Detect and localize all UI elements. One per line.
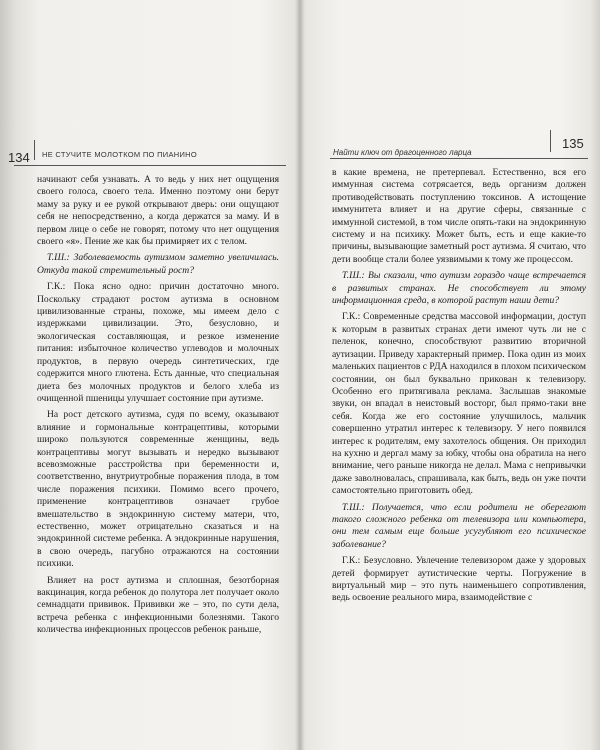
right-header-divider: [550, 130, 551, 152]
paragraph: Влияет на рост аутизма и сплошная, безотборная вакцинация, когда ребенок до полутора лет получает около семнадцати прививок. Прививки же – это, по сути дела, встреча ребенка с инфекционными болезнями. Такого количества инфекционных процессов ребенок раньше,: [37, 574, 279, 636]
paragraph: На рост детского аутизма, судя по всему, оказывают влияние и гормональные контрацептивы, которыми широко пользуются современные женщины, ведь контрацептивы могут вызывать и нередко вызывают всевозможные расстройства при беременности и, соответственно, внутриутробные поражения плода, в том числе поражения психики. Помимо всего прочего, применение контрацептивов означает грубое вмешательство в эндокринную систему матери, что, естественно, может отрицательно сказаться и на эндокринной системе ребенка. А эндокринные нарушения, в свою очередь, пагубно отражаются на состоянии психики.: [37, 409, 279, 570]
right-running-head: Найти ключ от драгоценного ларца: [333, 148, 472, 157]
left-header-rule: [14, 165, 286, 166]
left-body-text: [37, 174, 279, 641]
question-paragraph: Т.Ш.: Получается, что если родители не оберегают такого сложного ребенка от телевизора или компьютера, они тем самым еще больше усугубляют его психическое заболевание?: [332, 501, 586, 550]
question-paragraph: Т.Ш.: Вы сказали, что аутизм гораздо чаще встречается в развитых странах. Не способствует ли этому информационная среда, в которой растут наши дети?: [332, 270, 586, 307]
right-page: [300, 0, 600, 750]
paragraph: начинают себя узнавать. А то ведь у них нет ощущения своего голоса, своего тела. Именно поэтому они берут маму за руку и ее рукой открывают дверь: они ощущают себя не непосредственно, а когда держатся за маму. И в первом лице о себе не говорят, потому что нет ощущения своего «я». Пение же как бы примиряет их с телом.: [37, 174, 279, 248]
right-page-number: 135: [562, 136, 584, 151]
paragraph: Г.К.: Современные средства массовой информации, доступ к которым в развитых странах дети имеют чуть ли не с пеленок, конечно, способствуют развитию вторичной аутизации. Приведу характерный пример. Пока один из моих маленьких пациентов с РДА находился в плохом психическом состоянии, он был буквально прикован к телевизору. Особенно его притягивала реклама. Заслышав знакомые звуки, он впадал в неистовый восторг, был прямо-таки вне себя. Когда же его состояние улучшилось, мальчик совершенно утратил интерес к телевизору. У него появился интерес к родителям, ему захотелось общения. Он приходил на кухню и дергал маму за юбку, чтобы она обратила на него внимание, чего раньше никогда не делал. Мама с непривычки даже заволновалась, спрашивала, как быть, ведь он уже почти самостоятельно приготовить обед.: [332, 311, 586, 497]
left-page-number: 134: [8, 150, 30, 165]
paragraph: Г.К.: Пока ясно одно: причин достаточно много. Поскольку страдают ростом аутизма в основном цивилизованные страны, похоже, мы имеем дело с издержками цивилизации. Это, безусловно, и экологическая составляющая, и резкое изменение питания: избыточное количество углеводов и молочных продуктов, в первую очередь синтетических, где содержится много глютена. Есть данные, что специальная диета без молочных продуктов и белого хлеба из очищенной пшеницы улучшает состояние при аутизме.: [37, 281, 279, 404]
right-body-text: [332, 167, 586, 609]
left-running-head: НЕ СТУЧИТЕ МОЛОТКОМ ПО ПИАНИНО: [42, 150, 198, 159]
paragraph: в какие времена, не претерпевал. Естественно, вся его иммунная система сотрясается, ведь организм должен противодействовать поступлению токсинов. А истощение иммунитета влияет и на другие сферы, связанные с иммунной системой, в том числе опять-таки на эндокринную систему и на психику. Может быть, есть и еще какие-то причины, вызывающие заметный рост аутизма. Я считаю, что дети вообще стали более уязвимыми к тому же процессом.: [332, 167, 586, 265]
question-paragraph: Т.Ш.: Заболеваемость аутизмом заметно увеличилась. Откуда такой стремительный рост?: [37, 252, 279, 276]
left-header-divider: [34, 140, 35, 160]
paragraph: Г.К.: Безусловно. Увлечение телевизором даже у здоровых детей формирует аутистические черты. Погружение в виртуальный мир – это путь наименьшего сопротивления, ведь освоение реального мира, взаимодействие с: [332, 555, 586, 604]
right-header-rule: [330, 158, 588, 159]
